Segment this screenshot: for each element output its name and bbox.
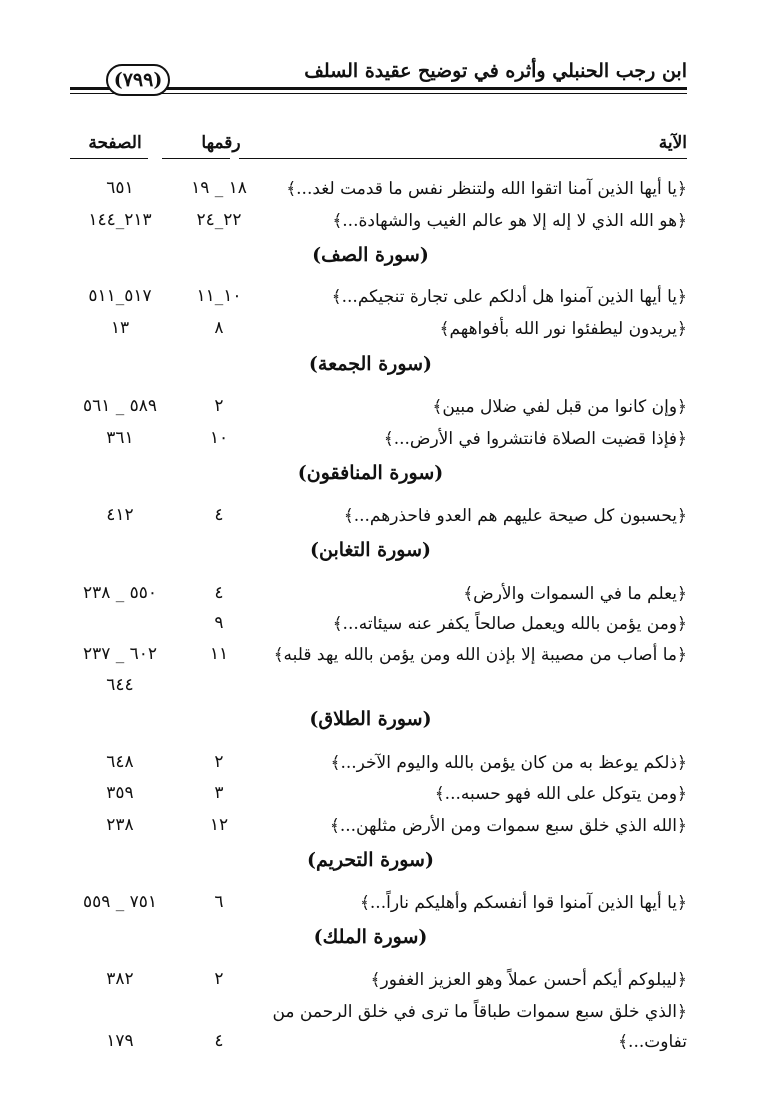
verse-number: ٢ <box>214 969 224 989</box>
verse-number: ٤ <box>214 505 224 525</box>
verse-number: ١٠_١١ <box>196 286 242 306</box>
column-header-verse: الآية <box>658 133 687 153</box>
page-ref: ٧٥١ _ ٥٥٩ <box>82 892 158 912</box>
verse-text: ﴿يعلم ما في السموات والأرض﴾ <box>463 584 687 604</box>
running-title: ابن رجب الحنبلي وأثره في توضيح عقيدة السلف <box>304 60 687 82</box>
verse-number: ٦ <box>214 892 224 912</box>
surah-heading <box>0 849 757 871</box>
page-ref: ٥٨٩ _ ٥٦١ <box>82 396 158 416</box>
verse-number: ٩ <box>214 613 224 633</box>
column-header-page: الصفحة <box>88 133 142 153</box>
verse-text: ﴿فإذا قضيت الصلاة فانتشروا في الأرض...﴾ <box>383 429 687 449</box>
verse-number: ١٨ _ ١٩ <box>191 178 247 198</box>
verse-text: ﴿يا أيها الذين آمنوا قوا أنفسكم وأهليكم ناراً...﴾ <box>359 893 687 913</box>
table-row <box>70 1031 687 1061</box>
table-row <box>70 396 687 426</box>
page-ref: ٣٦١ <box>106 428 134 448</box>
verse-text-wrapped: ﴿الذي خلق سبع سموات طباقاً ما ترى في خلق الرحمن من تفاوت...﴾ <box>272 1002 687 1052</box>
table-row <box>70 892 687 922</box>
table-row <box>70 210 687 240</box>
verse-number: ٢ <box>214 396 224 416</box>
surah-heading-text: (سورة المنافقون) <box>297 462 444 484</box>
table-row <box>70 583 687 613</box>
surah-heading <box>0 353 757 375</box>
page-ref: ٣٨٢ <box>106 969 134 989</box>
verse-text: ﴿ذلكم يوعظ به من كان يؤمن بالله واليوم الآخر...﴾ <box>330 753 687 773</box>
surah-heading <box>0 708 757 730</box>
table-row <box>70 318 687 348</box>
surah-heading-text: (سورة الطلاق) <box>309 708 432 730</box>
table-row <box>70 505 687 535</box>
verse-text: ﴿هو الله الذي لا إله إلا هو عالم الغيب والشهادة...﴾ <box>332 211 687 231</box>
table-row <box>70 644 687 674</box>
surah-heading <box>0 539 757 561</box>
verse-number: ٤ <box>214 1031 224 1051</box>
table-row <box>70 675 687 705</box>
verse-text: ﴿ومن يؤمن بالله ويعمل صالحاً يكفر عنه سيئاته...﴾ <box>332 614 687 634</box>
page-ref: ٦٤٤ <box>106 675 134 695</box>
page-ref: ٦٠٢ _ ٢٣٧ <box>82 644 158 664</box>
table-row <box>70 752 687 782</box>
table-row <box>70 178 687 208</box>
surah-heading <box>0 926 757 948</box>
surah-heading <box>0 462 757 484</box>
verse-text: ﴿يا أيها الذين آمنوا هل أدلكم على تجارة تنجيكم...﴾ <box>331 287 687 307</box>
verse-text: ﴿يريدون ليطفئوا نور الله بأفواههم﴾ <box>439 319 687 339</box>
page-ref: ٢٣٨ <box>106 815 134 835</box>
verse-text: ﴿وإن كانوا من قبل لفي ضلال مبين﴾ <box>432 397 687 417</box>
verse-number: ٨ <box>214 318 224 338</box>
page-ref: ٥٥٠ _ ٢٣٨ <box>82 583 158 603</box>
page-ref: ٢١٣_١٤٤ <box>88 210 152 230</box>
table-row <box>70 969 687 999</box>
verse-number: ٢٢_٢٤ <box>196 210 242 230</box>
verse-text: ﴿ليبلوكم أيكم أحسن عملاً وهو العزيز الغفور﴾ <box>370 970 687 990</box>
page-ref: ١٧٩ <box>106 1031 134 1051</box>
page-ref: ١٣ <box>110 318 130 338</box>
surah-heading-text: (سورة الملك) <box>313 926 428 948</box>
verse-text: ﴿يا أيها الذين آمنا اتقوا الله ولتنظر نفس ما قدمت لغد...﴾ <box>286 179 687 199</box>
verse-number: ١١ <box>209 644 229 664</box>
page-ref: ٤١٢ <box>106 505 134 525</box>
verse-text: ﴿يحسبون كل صيحة عليهم هم العدو فاحذرهم...﴾ <box>343 506 687 526</box>
table-row <box>70 428 687 458</box>
surah-heading <box>0 244 757 266</box>
page-ref: ٦٥١ <box>106 178 134 198</box>
surah-heading-text: (سورة التغابن) <box>310 539 431 561</box>
page-ref: ٦٤٨ <box>106 752 134 772</box>
table-row <box>70 613 687 643</box>
surah-heading-text: (سورة الجمعة) <box>308 353 433 375</box>
page-ref: ٣٥٩ <box>106 783 134 803</box>
page-ref: ٥١٧_٥١١ <box>88 286 152 306</box>
verse-number: ٣ <box>214 783 224 803</box>
verse-number: ١٢ <box>209 815 229 835</box>
surah-heading-text: (سورة التحريم) <box>307 849 434 871</box>
verse-text: ﴿ومن يتوكل على الله فهو حسبه...﴾ <box>434 784 687 804</box>
verse-text: ﴿الله الذي خلق سبع سموات ومن الأرض مثلهن...﴾ <box>329 816 687 836</box>
verse-number: ٤ <box>214 583 224 603</box>
table-row <box>70 783 687 813</box>
verse-text: ﴿ما أصاب من مصيبة إلا بإذن الله ومن يؤمن بالله يهد قلبه﴾ <box>273 645 687 665</box>
page-number: (٧٩٩) <box>106 64 170 96</box>
table-row <box>70 286 687 316</box>
table-row <box>70 815 687 845</box>
surah-heading-text: (سورة الصف) <box>312 244 429 266</box>
verse-number: ٢ <box>214 752 224 772</box>
column-header-number: رقمها <box>201 133 241 153</box>
verse-number: ١٠ <box>209 428 229 448</box>
